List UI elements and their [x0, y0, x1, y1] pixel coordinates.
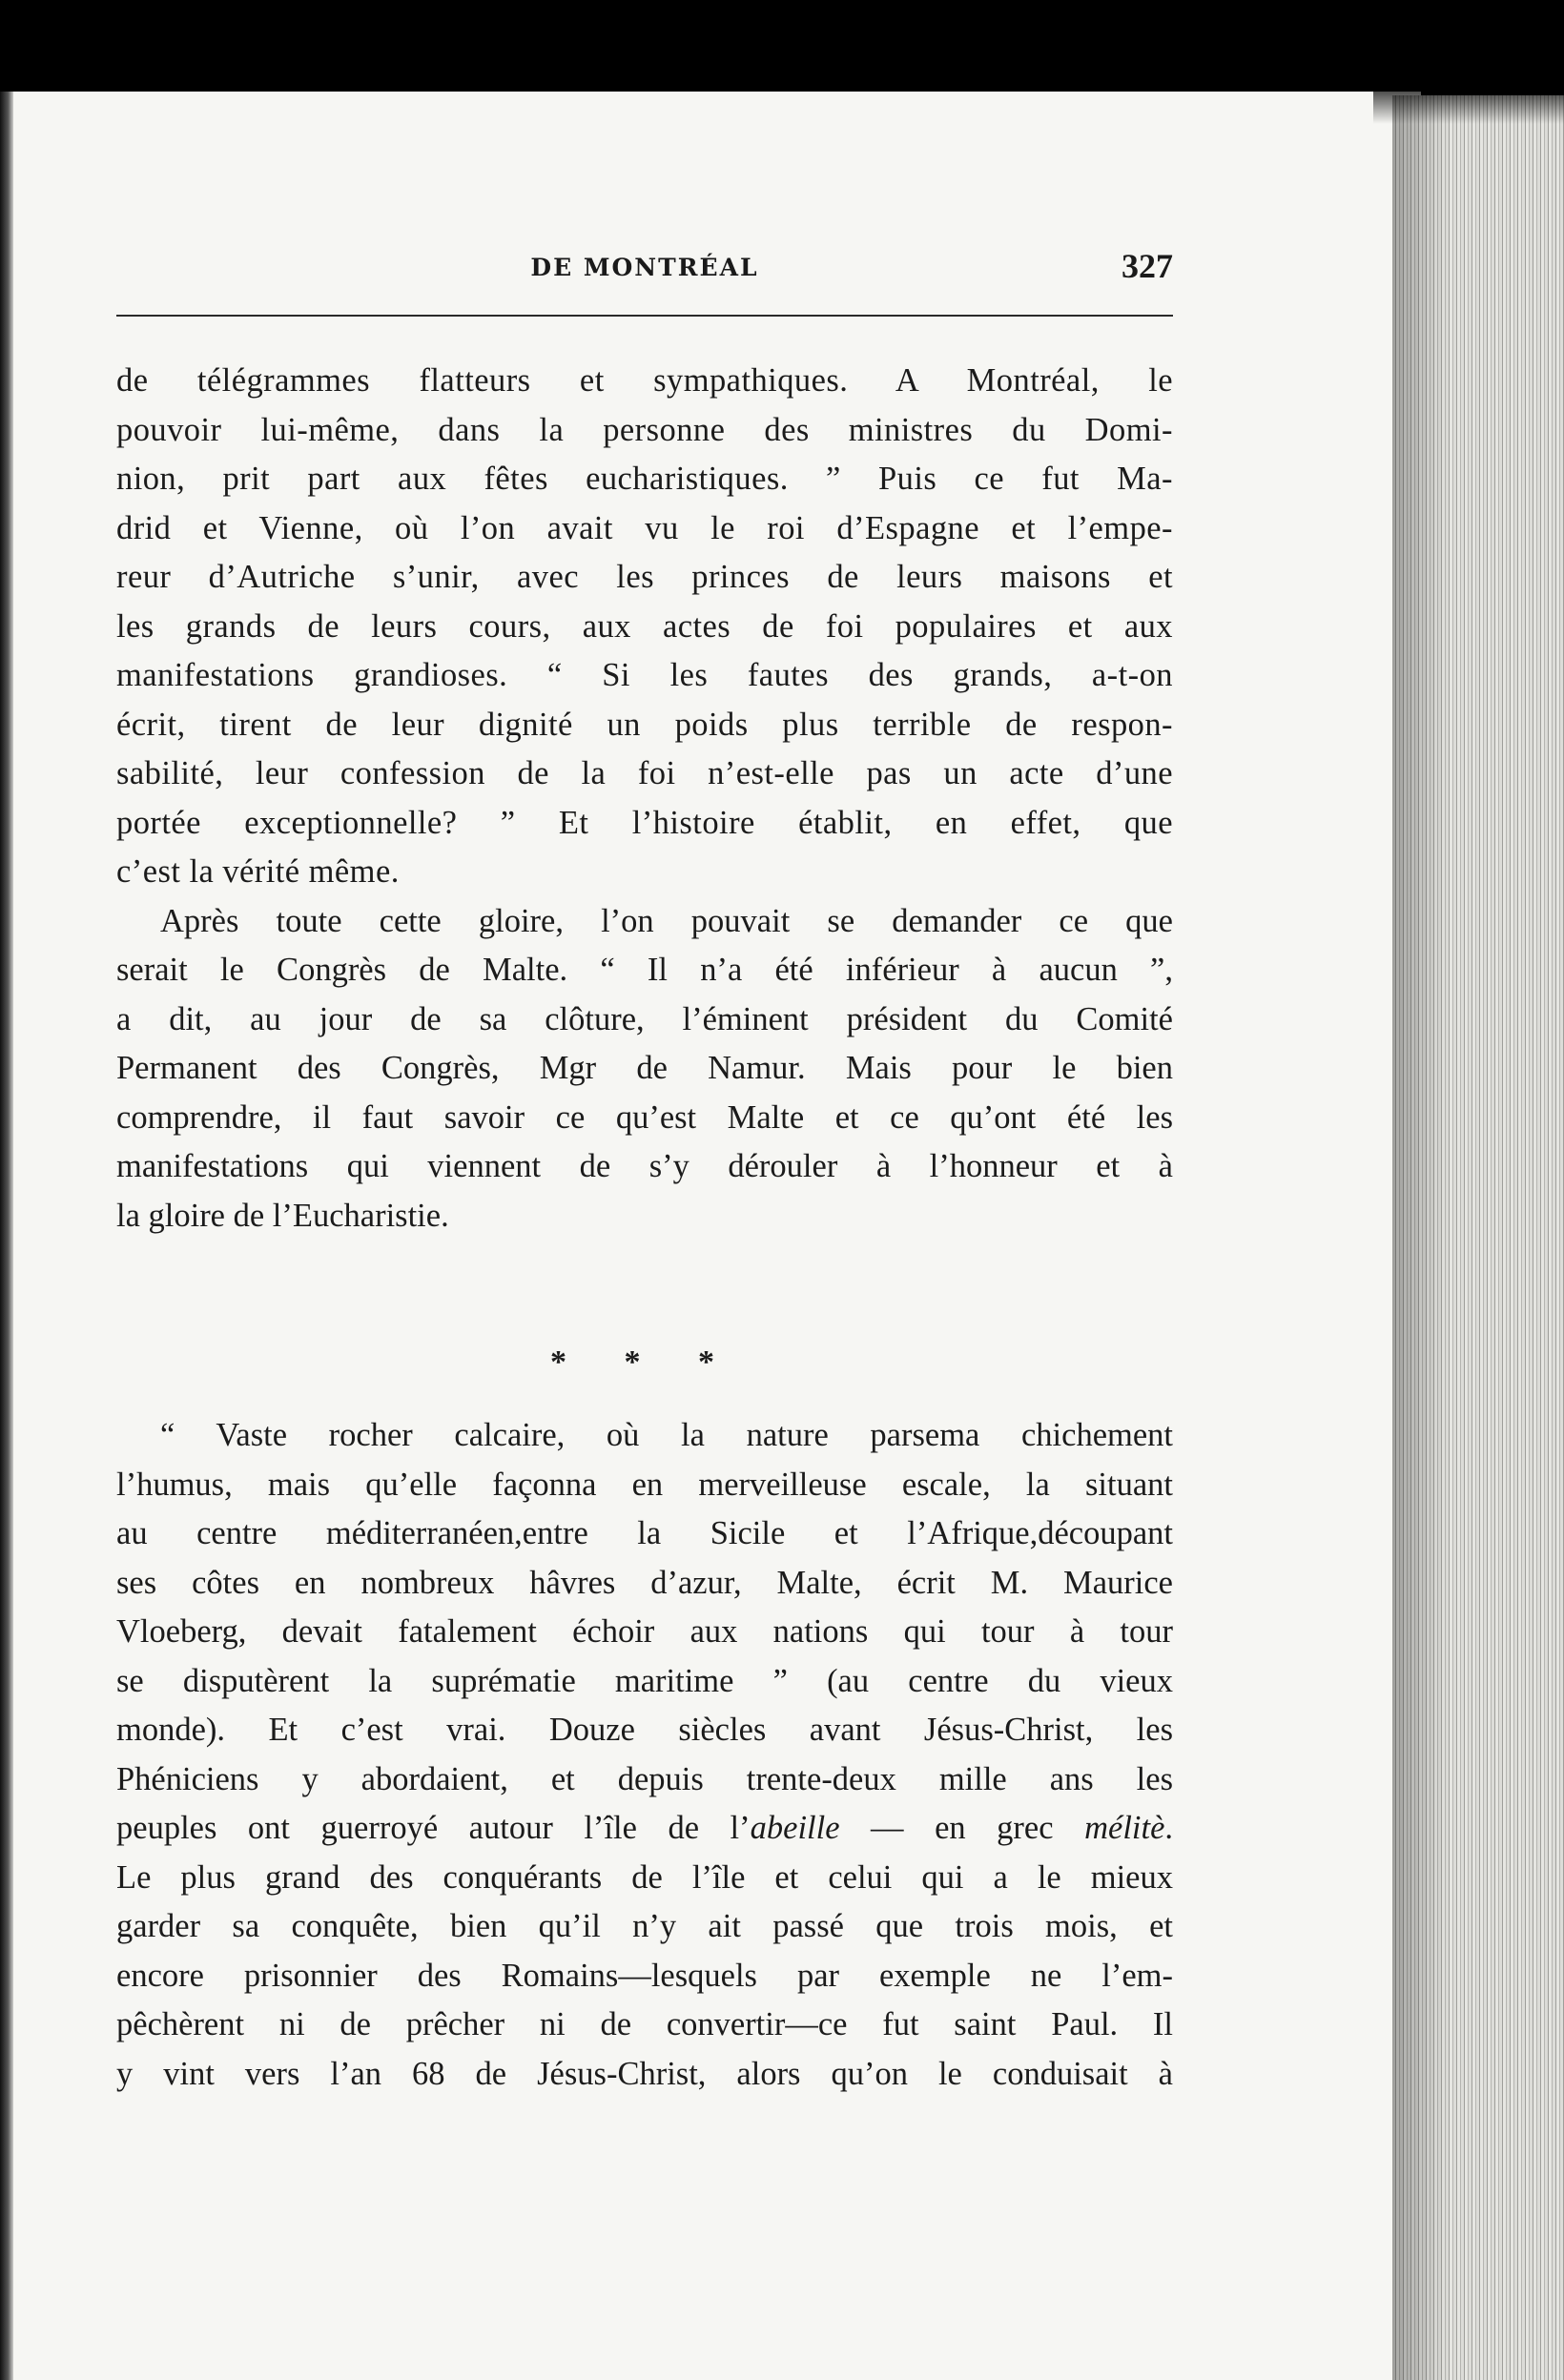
- text-line: comprendre, il faut savoir ce qu’est Malte et ce qu’ont été les: [116, 1098, 1173, 1136]
- scan-background: [0, 0, 1564, 95]
- text-line: pêchèrent ni de prêcher ni de convertir—ce fut saint Paul. Il: [116, 2006, 1173, 2042]
- body-text: [116, 357, 1173, 1241]
- text-line: au centre méditerranéen,entre la Sicile et l’Afrique,découpant: [116, 1515, 1173, 1551]
- italic-word-abeille: abeille: [750, 1810, 840, 1846]
- text-line: encore prisonnier des Romains—lesquels par exemple ne l’em-: [116, 1957, 1173, 1994]
- fore-edge-shadow: [1392, 95, 1450, 2380]
- page-header: [116, 247, 1173, 298]
- text-line: monde). Et c’est vrai. Douze siècles avant Jésus-Christ, les: [116, 1712, 1173, 1748]
- text-line: écrit, tirent de leur dignité un poids plus terrible de respon-: [116, 706, 1173, 743]
- text-line: Vloeberg, devait fatalement échoir aux nations qui tour à tour: [116, 1613, 1173, 1650]
- text-line: reur d’Autriche s’unir, avec les princes de leurs maisons et: [116, 559, 1173, 595]
- paragraph-2: [116, 897, 1173, 1241]
- text-line: sabilité, leur confession de la foi n’est-elle pas un acte d’une: [116, 755, 1173, 791]
- text-line: manifestations qui viennent de s’y dérouler à l’honneur et à: [116, 1148, 1173, 1184]
- text-line: se disputèrent la suprématie maritime ” (au centre du vieux: [116, 1662, 1173, 1699]
- text-line: Après toute cette gloire, l’on pouvait se demander ce que: [160, 902, 1173, 939]
- text-line: serait le Congrès de Malte. “ Il n’a été inférieur à aucun ”,: [116, 952, 1173, 988]
- text-line: garder sa conquête, bien qu’il n’y ait passé que trois mois, et: [116, 1908, 1173, 1944]
- text-line: les grands de leurs cours, aux actes de foi populaires et aux: [116, 607, 1173, 645]
- running-head: DE MONTRÉAL: [530, 254, 759, 281]
- text-line: ses côtes en nombreux hâvres d’azur, Malte, écrit M. Maurice: [116, 1564, 1173, 1601]
- text-segment: peuples ont guerroyé autour l’île de l’: [116, 1810, 751, 1846]
- text-line: nion, prit part aux fêtes eucharistiques. ” Puis ce fut Ma-: [116, 461, 1173, 497]
- text-segment: — en grec: [839, 1810, 1085, 1846]
- text-line: l’humus, mais qu’elle façonna en merveilleuse escale, la situant: [116, 1466, 1173, 1503]
- page-gutter-shadow: [0, 92, 13, 2380]
- text-line: c’est la vérité même.: [116, 853, 400, 890]
- page-number: 327: [1122, 247, 1173, 285]
- text-line: drid et Vienne, où l’on avait vu le roi d’Espagne et l’empe-: [116, 509, 1173, 546]
- text-line: pouvoir lui-même, dans la personne des ministres du Domi-: [116, 411, 1173, 448]
- text-line: de télégrammes flatteurs et sympathiques. A Montréal, le: [116, 362, 1173, 399]
- text-line: Permanent des Congrès, Mgr de Namur. Mais pour le bien: [116, 1050, 1173, 1086]
- text-line-with-italics: [116, 1804, 1173, 1854]
- paragraph-3: [116, 1411, 1173, 2099]
- paragraph-1: [116, 357, 1173, 897]
- text-line: manifestations grandioses. “ Si les fautes des grands, a-t-on: [116, 657, 1173, 693]
- italic-word-melite: mélitè: [1084, 1810, 1165, 1846]
- text-line: Le plus grand des conquérants de l’île et celui qui a le mieux: [116, 1858, 1173, 1896]
- text-line: “ Vaste rocher calcaire, où la nature parsema chichement: [160, 1417, 1173, 1453]
- section-separator: * * *: [550, 1344, 739, 1380]
- text-line: y vint vers l’an 68 de Jésus-Christ, alors qu’on le conduisait à: [116, 2055, 1173, 2092]
- text-line: Phéniciens y abordaient, et depuis trente-deux mille ans les: [116, 1760, 1173, 1797]
- text-segment: .: [1164, 1810, 1173, 1846]
- text-line: la gloire de l’Eucharistie.: [116, 1197, 449, 1234]
- text-line: a dit, au jour de sa clôture, l’éminent président du Comité: [116, 1000, 1173, 1037]
- fore-edge-top-shadow: [1373, 76, 1564, 124]
- text-line: portée exceptionnelle? ” Et l’histoire établit, en effet, que: [116, 804, 1173, 841]
- header-rule: [116, 315, 1173, 317]
